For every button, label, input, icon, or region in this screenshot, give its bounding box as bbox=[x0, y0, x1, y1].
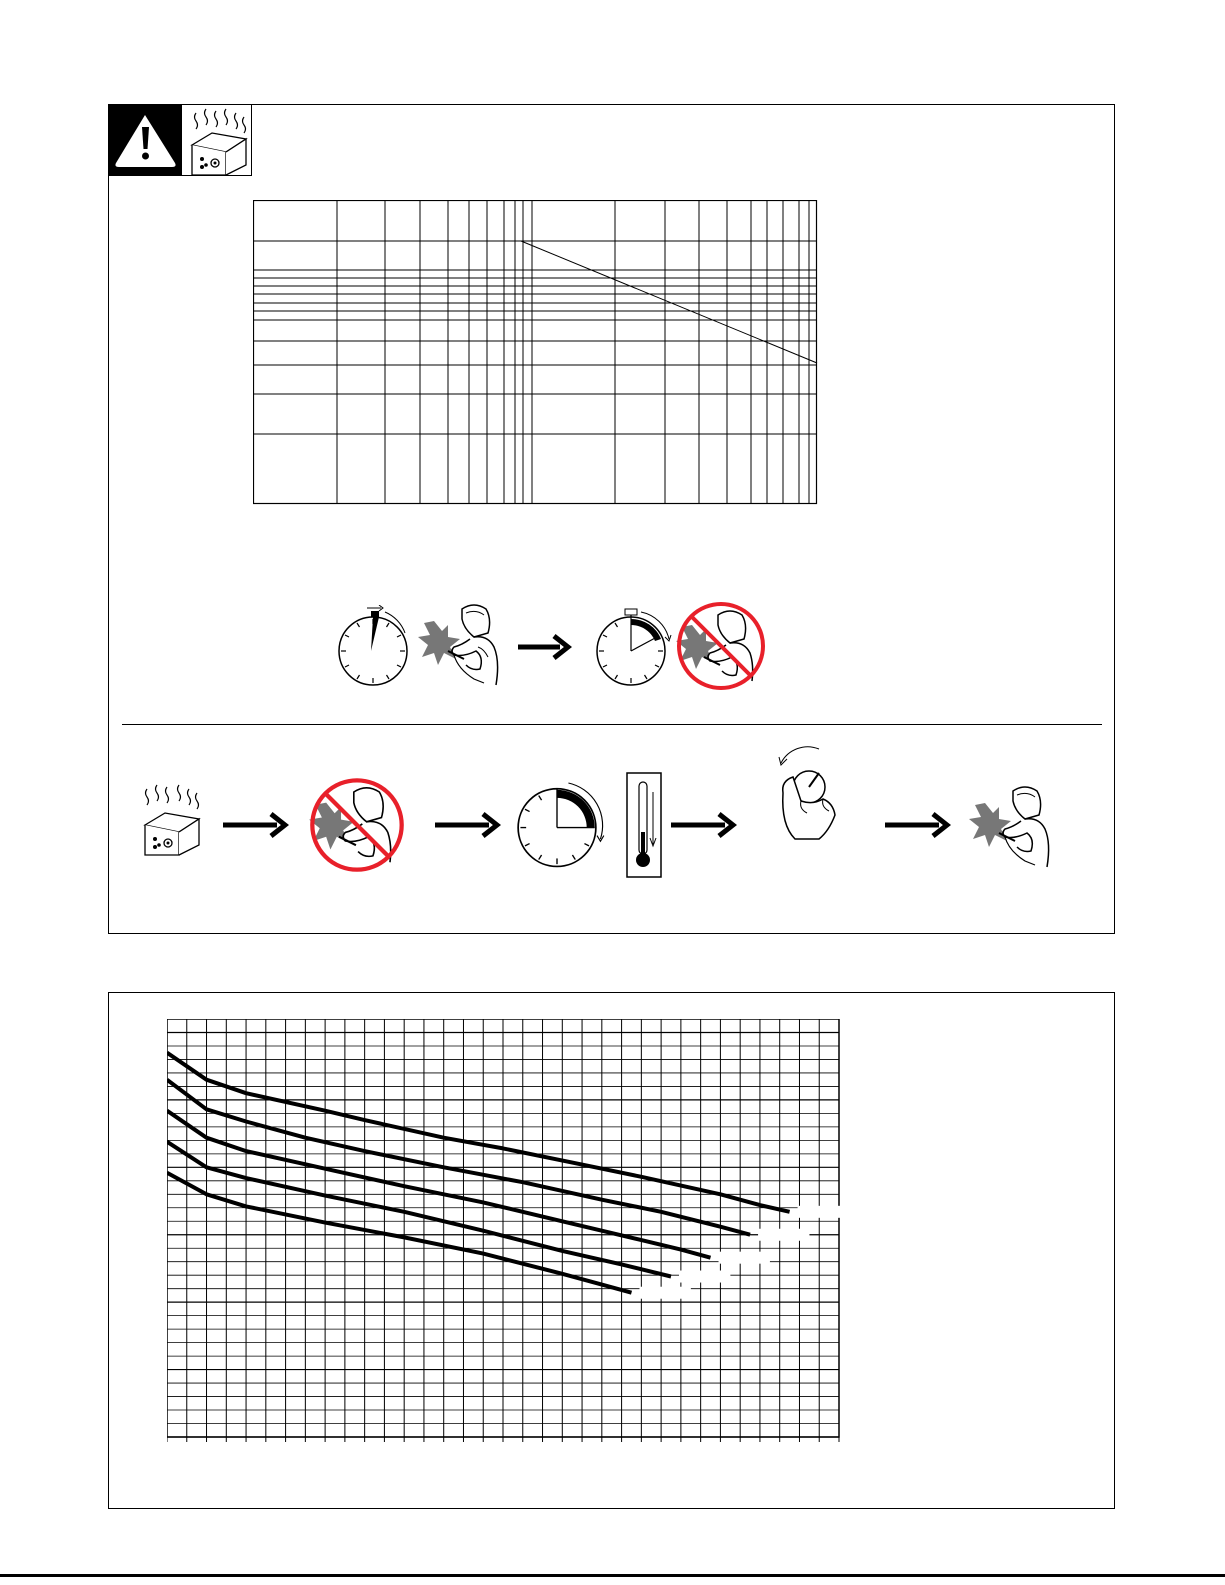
volt-ampere-panel bbox=[108, 992, 1115, 1509]
arrow-right-icon bbox=[516, 632, 572, 662]
curve-end-gap bbox=[798, 1206, 847, 1218]
section-divider bbox=[122, 724, 1102, 725]
timer-icon bbox=[589, 605, 673, 689]
no-welding-icon bbox=[674, 599, 768, 693]
arrow-right-icon bbox=[883, 810, 951, 840]
duty-cycle-panel bbox=[108, 104, 1115, 934]
duty-cycle-diagonal bbox=[521, 241, 817, 363]
overheating-machine-icon bbox=[139, 781, 203, 857]
duty-cycle-table-grid bbox=[253, 200, 817, 504]
volt-ampere-curves bbox=[167, 1053, 790, 1293]
volt-ampere-curve-curve-3 bbox=[167, 1111, 711, 1258]
duty-cycle-table bbox=[253, 200, 818, 505]
curve-end-gap bbox=[719, 1252, 770, 1264]
timer-icon bbox=[331, 605, 415, 689]
curve-end-gap bbox=[758, 1229, 809, 1241]
volt-ampere-curve-curve-1 bbox=[167, 1053, 790, 1212]
arrow-right-icon bbox=[669, 810, 737, 840]
curve-end-gap bbox=[679, 1271, 730, 1283]
page-footer-rule bbox=[0, 1574, 1225, 1577]
overheating-machine-icon bbox=[182, 105, 252, 176]
thermometer-icon bbox=[626, 772, 662, 878]
arrow-right-icon bbox=[433, 810, 501, 840]
curve-end-gaps bbox=[639, 1206, 847, 1299]
table-border bbox=[254, 201, 817, 504]
welding-operator-icon bbox=[965, 781, 1060, 871]
no-welding-icon bbox=[307, 775, 407, 875]
warning-triangle-icon bbox=[109, 105, 182, 176]
timer-icon bbox=[509, 775, 605, 871]
volt-ampere-chart bbox=[167, 1019, 847, 1449]
arrow-right-icon bbox=[221, 810, 289, 840]
volt-ampere-curve-curve-2 bbox=[167, 1080, 750, 1235]
welding-operator-icon bbox=[414, 599, 509, 689]
curve-end-gap bbox=[639, 1287, 690, 1299]
adjust-knob-hand-icon bbox=[773, 745, 845, 845]
